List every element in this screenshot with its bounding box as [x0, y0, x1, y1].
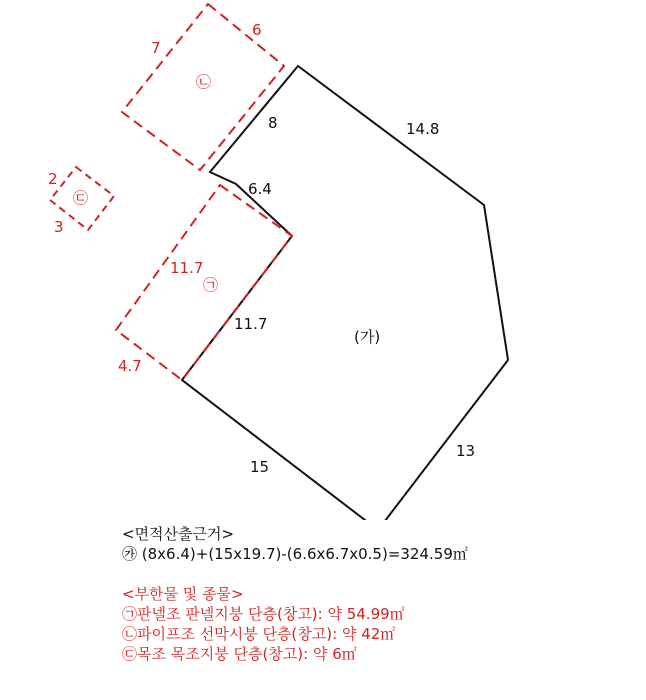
- annex-c-edge-label: 3: [54, 218, 64, 236]
- main-edge-label: 11.7: [234, 315, 268, 333]
- annex-item: ㉢목조 목조지붕 단층(창고): 약 6㎡: [122, 645, 357, 663]
- annex-b-edge-label: 7: [151, 39, 161, 57]
- annex-item: ㉡파이프조 선막시붕 단층(창고): 약 42㎡: [122, 625, 396, 643]
- annex-b-edge-label: 6: [252, 21, 262, 39]
- spacer: [122, 564, 642, 584]
- area-formula: ㉮ (8x6.4)+(15x19.7)-(6.6x6.7x0.5)=324.59㎡: [122, 545, 468, 563]
- annex-b-mark: ㉡: [196, 73, 212, 91]
- annex-heading: <부한물 및 종물>: [122, 585, 244, 603]
- main-edge-label: 13: [456, 442, 476, 460]
- main-edge-label: 6.4: [248, 180, 272, 198]
- main-edge-label: 14.8: [406, 120, 440, 138]
- notes-block: [122, 524, 642, 664]
- annex-a-edge-label: 4.7: [118, 357, 142, 375]
- annex-a-mark: ㉠: [203, 276, 219, 294]
- annex-c-mark: ㉢: [73, 189, 89, 207]
- main-parcel-label: (가): [354, 328, 381, 346]
- main-edge-label: 8: [268, 114, 278, 132]
- annex-a-edge-label: 11.7: [170, 259, 204, 277]
- main-edge-label: 15: [250, 458, 270, 476]
- annex-c-edge-label: 2: [48, 170, 58, 188]
- annex-item: ㉠판넬조 판넬지붕 단층(창고): 약 54.99㎡: [122, 605, 405, 623]
- area-heading: <면적산출근거>: [122, 525, 235, 543]
